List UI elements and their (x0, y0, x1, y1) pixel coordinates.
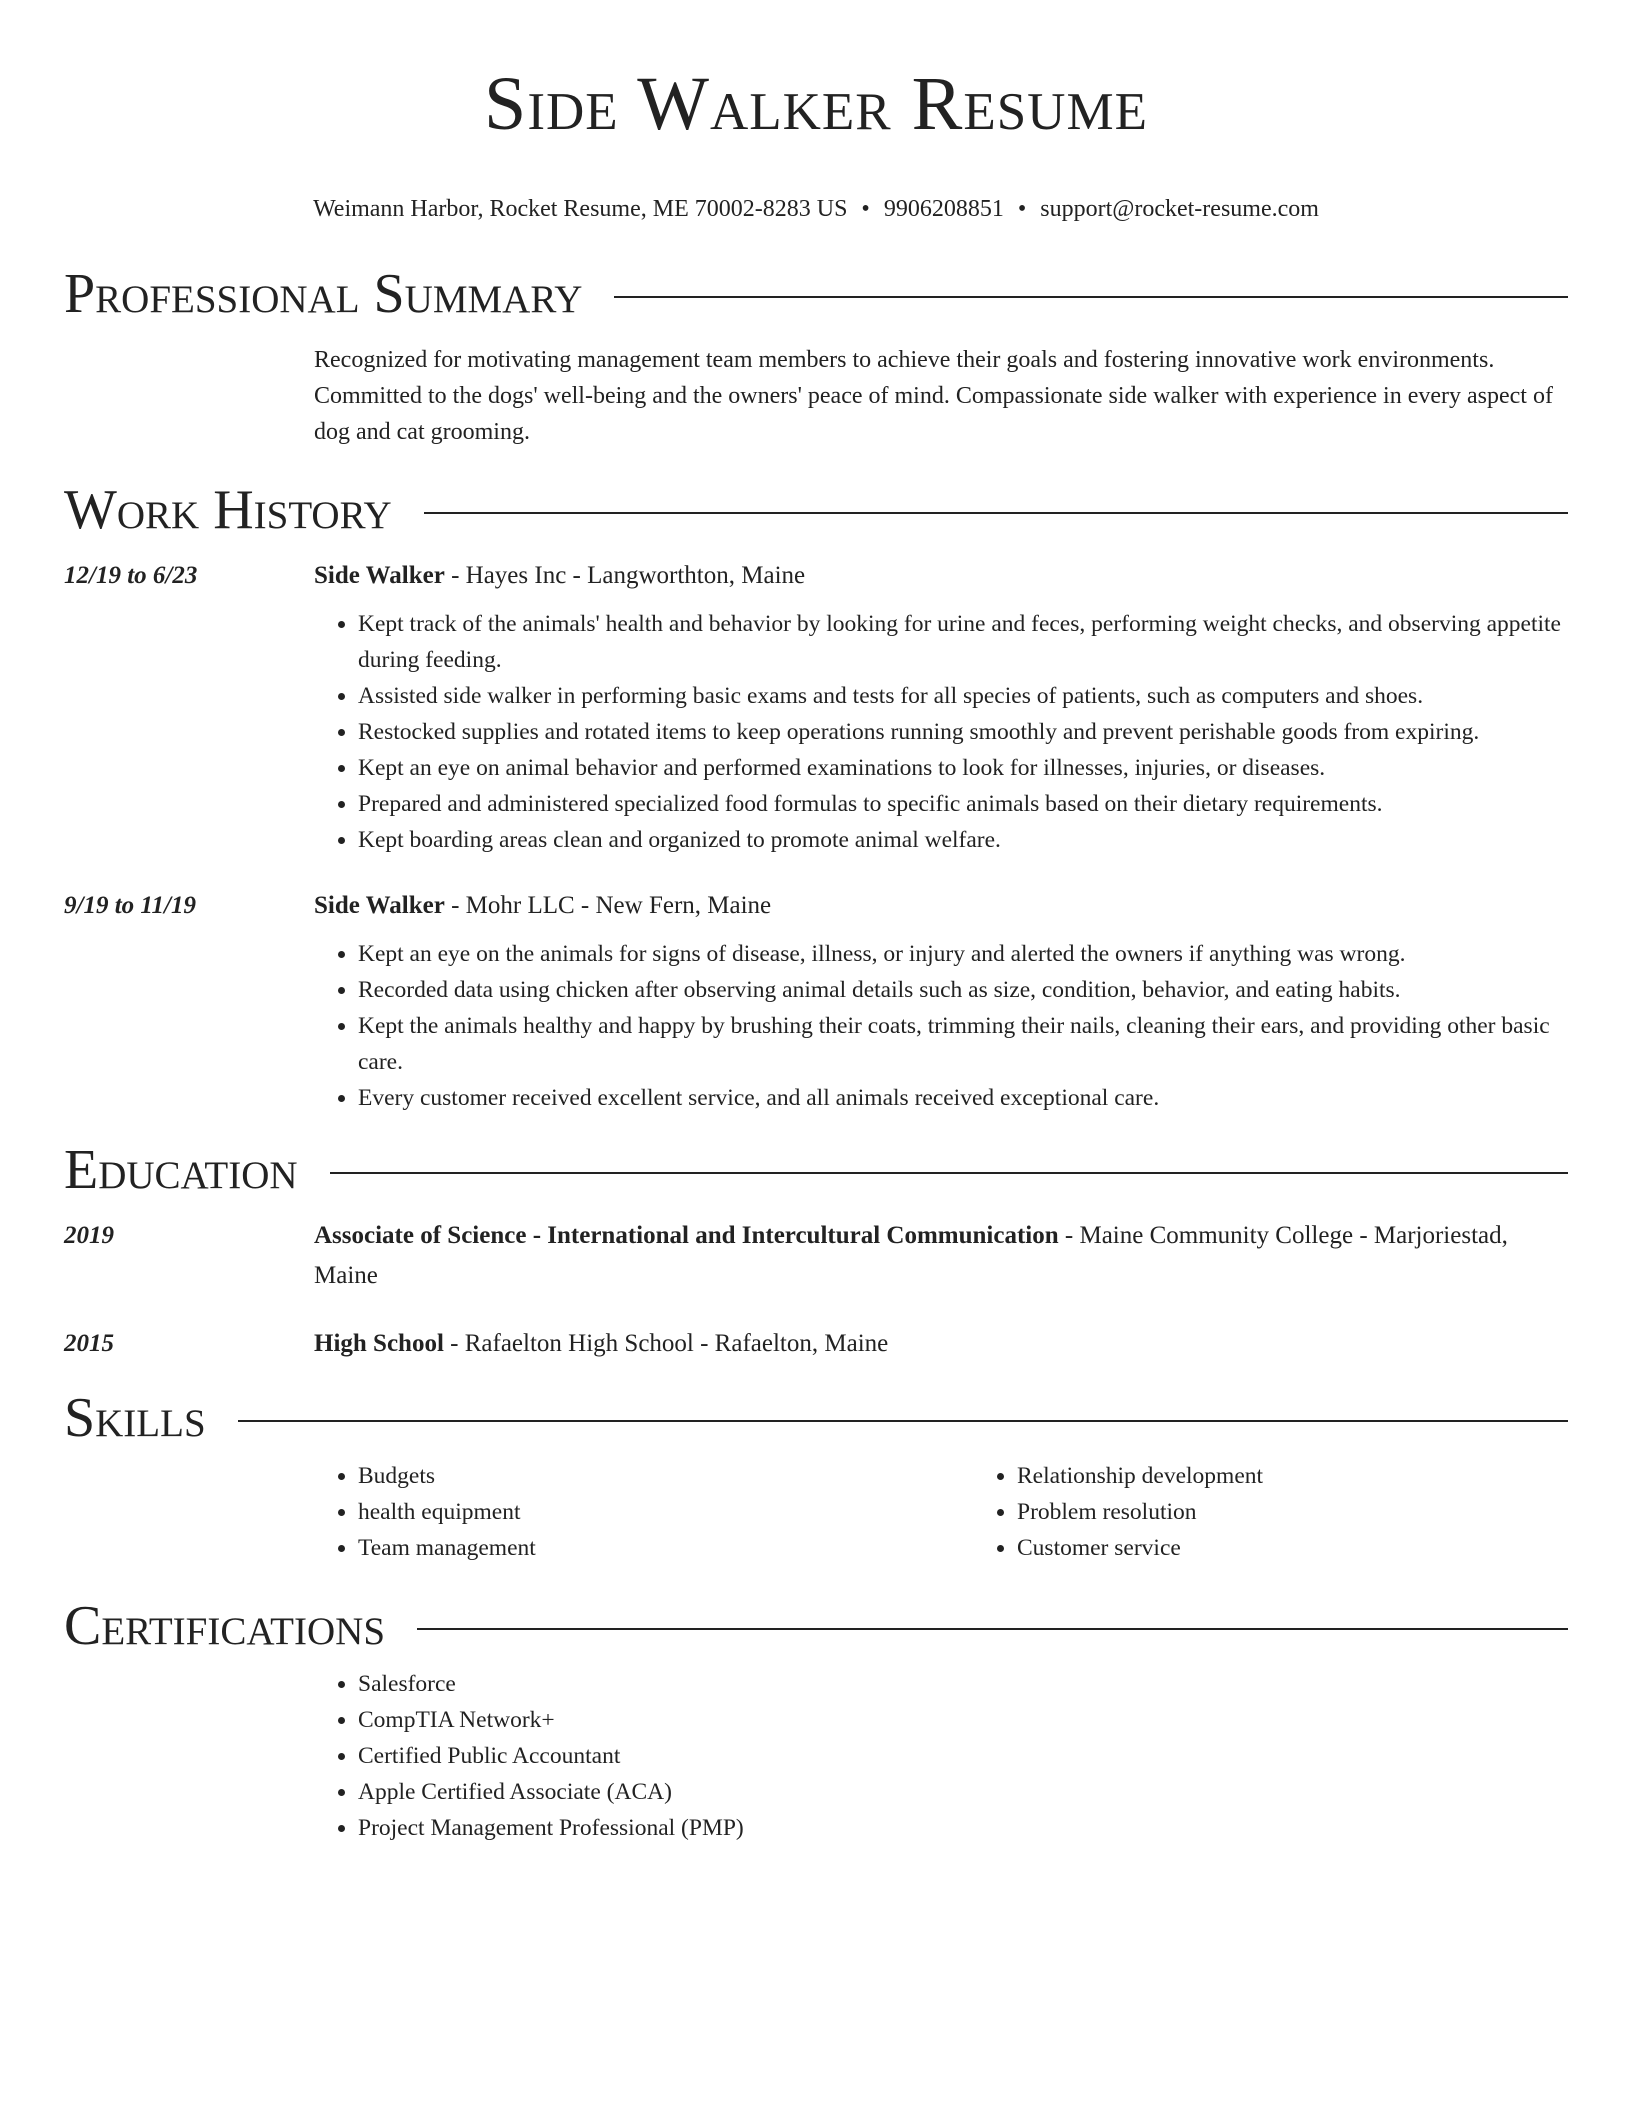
skill-item: • Relationship development (1017, 1458, 1632, 1494)
job-bullet: • Assisted side walker in performing basic exams and tests for all species of patients, such as computers and shoes. (358, 678, 1568, 714)
skills-grid (314, 1458, 1632, 1566)
skills-section-header (64, 1386, 1568, 1450)
education-entry (64, 1216, 1568, 1296)
contact-phone: 9906208851 (883, 196, 1004, 222)
contact-email: support@rocket-resume.com (1040, 196, 1319, 222)
skills-row (64, 1458, 1568, 1566)
certifications-list (314, 1666, 1568, 1846)
job-dates: 12/19 to 6/23 (64, 562, 198, 589)
section-divider (417, 1628, 1568, 1630)
summary-heading: Professional Summary (64, 263, 583, 325)
work-section-header (64, 478, 1568, 542)
job-entry (64, 886, 1568, 1116)
job-bullet: • Kept the animals healthy and happy by brushing their coats, trimming their nails, cleaning their ears, and providing other basic care. (358, 1008, 1568, 1080)
separator-dot: • (1017, 196, 1027, 222)
job-role: Side Walker (314, 562, 445, 589)
job-bullet: • Recorded data using chicken after observing animal details such as size, condition, behavior, and eating habits. (358, 972, 1568, 1008)
certifications-section-header (64, 1594, 1568, 1658)
certification-item: • Project Management Professional (PMP) (358, 1810, 1568, 1846)
skill-item: • Budgets (358, 1458, 973, 1494)
skills-heading: Skills (64, 1387, 206, 1449)
job-bullet: • Restocked supplies and rotated items to keep operations running smoothly and prevent perishable goods from expiring. (358, 714, 1568, 750)
section-divider (614, 296, 1568, 298)
education-degree: Associate of Science - International and Intercultural Communication (314, 1222, 1059, 1249)
skill-item: • Problem resolution (1017, 1494, 1632, 1530)
job-bullet: • Kept an eye on the animals for signs of disease, illness, or injury and alerted the owners if anything was wrong. (358, 936, 1568, 972)
education-details: - Maine Community College - Marjoriestad, Maine (314, 1222, 1508, 1289)
summary-text: Recognized for motivating management team members to achieve their goals and fostering innovative work environments. Committed to the dogs' well-being and the owners' peace of mind. Compassionate side walker with experience in every aspect of dog and cat grooming. (314, 347, 1553, 445)
job-bullet: • Kept boarding areas clean and organized to promote animal welfare. (358, 822, 1568, 858)
job-details: - Mohr LLC - New Fern, Maine (444, 892, 772, 919)
job-details: - Hayes Inc - Langworthton, Maine (444, 562, 806, 589)
contact-line (64, 194, 1568, 224)
job-bullets (314, 936, 1568, 1116)
skill-item: • Customer service (1017, 1530, 1632, 1566)
education-details: - Rafaelton High School - Rafaelton, Maine (443, 1330, 889, 1357)
certification-item: • Apple Certified Associate (ACA) (358, 1774, 1568, 1810)
summary-section-header (64, 262, 1568, 326)
job-bullets (314, 606, 1568, 858)
education-section-header (64, 1138, 1568, 1202)
job-bullet: • Every customer received excellent service, and all animals received exceptional care. (358, 1080, 1568, 1116)
certifications-heading: Certifications (64, 1595, 386, 1657)
job-title-line (314, 556, 1568, 596)
job-bullet: • Kept an eye on animal behavior and performed examinations to look for illnesses, injuries, or diseases. (358, 750, 1568, 786)
education-degree: High School (314, 1330, 444, 1357)
resume-name: Side Walker Resume (484, 62, 1148, 146)
certification-item: • Salesforce (358, 1666, 1568, 1702)
separator-dot: • (861, 196, 870, 222)
work-heading: Work History (64, 479, 392, 541)
section-divider (330, 1172, 1568, 1174)
contact-address: Weimann Harbor, Rocket Resume, ME 70002-8283 US (313, 196, 848, 222)
certification-item: • Certified Public Accountant (358, 1738, 1568, 1774)
education-entry (64, 1324, 1568, 1364)
education-year: 2019 (64, 1222, 114, 1249)
skill-item: • Team management (358, 1530, 973, 1566)
job-bullet: • Kept track of the animals' health and behavior by looking for urine and feces, performing weight checks, and observing appetite during feeding. (358, 606, 1568, 678)
skills-list-right (973, 1458, 1632, 1566)
skill-item: • health equipment (358, 1494, 973, 1530)
summary-row (64, 342, 1568, 450)
education-heading: Education (64, 1139, 298, 1201)
job-title-line (314, 886, 1568, 926)
certification-item: • CompTIA Network+ (358, 1702, 1568, 1738)
job-role: Side Walker (314, 892, 445, 919)
section-divider (238, 1420, 1568, 1422)
section-divider (424, 512, 1568, 514)
skills-list-left (314, 1458, 973, 1566)
education-year: 2015 (64, 1330, 114, 1357)
certifications-row (64, 1666, 1568, 1846)
job-entry (64, 556, 1568, 858)
job-bullet: • Prepared and administered specialized food formulas to specific animals based on their dietary requirements. (358, 786, 1568, 822)
job-dates: 9/19 to 11/19 (64, 892, 196, 919)
